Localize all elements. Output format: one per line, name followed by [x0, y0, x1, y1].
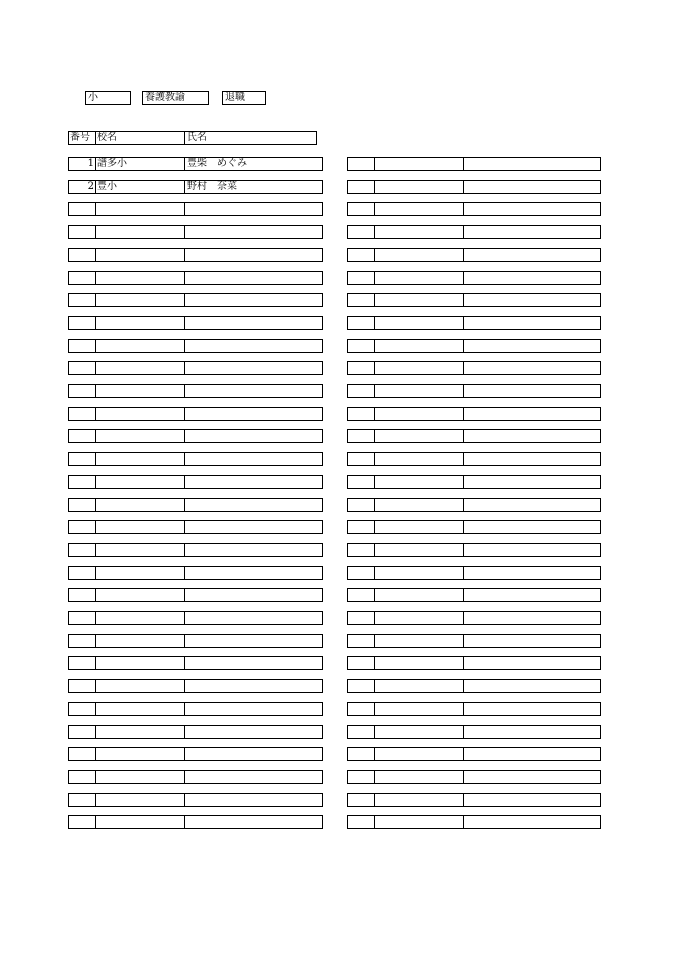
cell-name — [185, 816, 322, 828]
table-row — [347, 543, 601, 557]
cell-school — [375, 521, 464, 533]
cell-name — [185, 567, 322, 579]
table-row — [347, 225, 601, 239]
table-row — [347, 520, 601, 534]
table-row — [347, 747, 601, 761]
cell-name — [464, 680, 600, 692]
cell-school — [375, 385, 464, 397]
cell-school — [375, 249, 464, 261]
cell-number — [69, 476, 96, 488]
table-row — [68, 429, 323, 443]
cell-school — [375, 340, 464, 352]
cell-number — [348, 453, 375, 465]
cell-school — [96, 453, 185, 465]
cell-number — [69, 249, 96, 261]
cell-school — [375, 476, 464, 488]
cell-school — [375, 703, 464, 715]
table-row — [68, 611, 323, 625]
cell-school — [96, 726, 185, 738]
cell-number — [69, 203, 96, 215]
cell-number: 2 — [69, 181, 96, 193]
table-row — [68, 520, 323, 534]
table-row — [347, 316, 601, 330]
cell-school — [96, 317, 185, 329]
cell-number — [348, 726, 375, 738]
cell-number — [69, 657, 96, 669]
cell-number — [348, 158, 375, 170]
position-value: 養護教諭 — [145, 92, 185, 103]
cell-name: 野村 奈菜 — [187, 181, 237, 192]
cell-name — [464, 657, 600, 669]
table-row — [68, 747, 323, 761]
cell-name — [185, 794, 322, 806]
cell-school — [375, 771, 464, 783]
cell-school — [375, 272, 464, 284]
cell-school — [96, 680, 185, 692]
cell-school — [375, 567, 464, 579]
cell-number — [348, 567, 375, 579]
cell-school — [375, 499, 464, 511]
cell-number — [69, 272, 96, 284]
cell-name — [464, 816, 600, 828]
cell-school — [96, 657, 185, 669]
table-row — [347, 815, 601, 829]
cell-name — [185, 499, 322, 511]
cell-name — [464, 589, 600, 601]
cell-number — [69, 408, 96, 420]
table-row — [347, 702, 601, 716]
cell-number — [348, 589, 375, 601]
cell-name — [185, 635, 322, 647]
cell-name — [185, 272, 322, 284]
cell-number — [348, 657, 375, 669]
cell-school — [375, 181, 464, 193]
school-type-value: 小 — [88, 92, 98, 103]
cell-school — [96, 430, 185, 442]
cell-school — [375, 657, 464, 669]
cell-school — [375, 317, 464, 329]
table-row — [347, 271, 601, 285]
table-row — [68, 498, 323, 512]
cell-name — [185, 408, 322, 420]
cell-name — [185, 317, 322, 329]
cell-number — [69, 521, 96, 533]
table-row — [347, 725, 601, 739]
cell-name — [185, 430, 322, 442]
cell-name — [464, 612, 600, 624]
cell-number — [69, 340, 96, 352]
cell-number — [348, 385, 375, 397]
cell-number — [348, 181, 375, 193]
cell-name — [464, 362, 600, 374]
cell-name — [464, 272, 600, 284]
cell-name — [185, 703, 322, 715]
cell-name — [464, 635, 600, 647]
cell-number — [348, 340, 375, 352]
cell-school — [96, 226, 185, 238]
table-row — [347, 656, 601, 670]
header-name: 氏名 — [187, 132, 207, 143]
cell-number — [69, 589, 96, 601]
cell-name — [464, 794, 600, 806]
cell-number — [69, 703, 96, 715]
cell-number — [69, 385, 96, 397]
cell-number — [348, 771, 375, 783]
cell-name — [464, 158, 600, 170]
cell-name — [464, 181, 600, 193]
cell-name — [464, 408, 600, 420]
cell-name — [464, 453, 600, 465]
cell-school — [96, 362, 185, 374]
cell-name — [464, 203, 600, 215]
cell-school — [96, 589, 185, 601]
table-row — [347, 634, 601, 648]
table-row — [68, 157, 323, 171]
table-row — [68, 180, 323, 194]
cell-number — [348, 794, 375, 806]
cell-school — [96, 544, 185, 556]
table-row — [347, 202, 601, 216]
table-row — [68, 588, 323, 602]
cell-school — [375, 794, 464, 806]
cell-name — [185, 385, 322, 397]
cell-number — [348, 635, 375, 647]
cell-name — [185, 544, 322, 556]
table-row — [347, 566, 601, 580]
cell-name — [464, 430, 600, 442]
table-row — [68, 407, 323, 421]
cell-number — [69, 544, 96, 556]
cell-school: 譜多小 — [96, 158, 185, 170]
cell-number — [348, 362, 375, 374]
status-field — [222, 91, 266, 105]
cell-school — [375, 430, 464, 442]
cell-name — [464, 476, 600, 488]
cell-number — [69, 816, 96, 828]
cell-name — [464, 226, 600, 238]
cell-school — [375, 816, 464, 828]
cell-number — [69, 453, 96, 465]
cell-name — [464, 771, 600, 783]
cell-school — [96, 703, 185, 715]
cell-number — [348, 499, 375, 511]
cell-name — [185, 226, 322, 238]
cell-school — [96, 340, 185, 352]
cell-number: 1 — [69, 158, 96, 170]
table-row — [347, 498, 601, 512]
cell-school — [96, 249, 185, 261]
cell-name: 豊柴 めぐみ — [187, 158, 247, 169]
cell-name — [185, 680, 322, 692]
cell-name — [464, 567, 600, 579]
cell-school — [96, 385, 185, 397]
cell-name — [464, 521, 600, 533]
cell-name — [464, 317, 600, 329]
table-row — [68, 361, 323, 375]
table-row — [68, 271, 323, 285]
cell-name — [464, 703, 600, 715]
table-row — [68, 815, 323, 829]
cell-number — [69, 726, 96, 738]
cell-name — [464, 249, 600, 261]
cell-school — [375, 408, 464, 420]
cell-number — [69, 430, 96, 442]
cell-school — [375, 612, 464, 624]
cell-name — [185, 294, 322, 306]
cell-number — [69, 748, 96, 760]
cell-number — [69, 612, 96, 624]
cell-school — [96, 816, 185, 828]
cell-number — [348, 430, 375, 442]
cell-school — [96, 612, 185, 624]
cell-school — [375, 453, 464, 465]
cell-name — [464, 748, 600, 760]
table-row — [347, 588, 601, 602]
cell-number — [348, 294, 375, 306]
cell-number — [348, 680, 375, 692]
cell-school — [96, 294, 185, 306]
cell-name — [185, 589, 322, 601]
cell-school — [375, 226, 464, 238]
cell-name — [185, 521, 322, 533]
cell-school — [96, 272, 185, 284]
table-row — [68, 316, 323, 330]
cell-school — [375, 589, 464, 601]
table-row — [347, 679, 601, 693]
cell-number — [69, 226, 96, 238]
table-row — [68, 225, 323, 239]
cell-number — [348, 272, 375, 284]
table-row — [68, 634, 323, 648]
table-row — [68, 384, 323, 398]
table-row — [347, 248, 601, 262]
position-field — [142, 91, 209, 105]
table-row — [68, 248, 323, 262]
table-row — [347, 339, 601, 353]
cell-school — [375, 294, 464, 306]
table-row — [347, 793, 601, 807]
cell-school — [96, 771, 185, 783]
table-row — [68, 679, 323, 693]
cell-school — [96, 408, 185, 420]
cell-number — [348, 521, 375, 533]
cell-number — [69, 362, 96, 374]
table-row — [347, 384, 601, 398]
table-row — [68, 202, 323, 216]
table-row — [68, 770, 323, 784]
cell-name — [464, 499, 600, 511]
cell-name — [185, 748, 322, 760]
cell-name — [464, 385, 600, 397]
cell-school — [96, 567, 185, 579]
cell-number — [348, 816, 375, 828]
cell-name — [185, 340, 322, 352]
cell-name — [464, 726, 600, 738]
cell-school — [96, 635, 185, 647]
cell-school — [375, 635, 464, 647]
cell-school — [375, 158, 464, 170]
cell-number — [69, 680, 96, 692]
cell-name — [185, 249, 322, 261]
cell-number — [348, 612, 375, 624]
cell-school — [375, 203, 464, 215]
cell-number — [348, 544, 375, 556]
cell-school — [96, 476, 185, 488]
cell-number — [348, 317, 375, 329]
table-row — [68, 793, 323, 807]
cell-number — [348, 249, 375, 261]
table-row — [68, 566, 323, 580]
table-row — [347, 452, 601, 466]
table-row — [68, 452, 323, 466]
status-value: 退職 — [225, 92, 245, 103]
cell-school: 豊小 — [96, 181, 185, 193]
table-row — [68, 702, 323, 716]
cell-number — [348, 748, 375, 760]
table-row — [68, 725, 323, 739]
cell-number — [348, 226, 375, 238]
cell-number — [69, 794, 96, 806]
cell-name — [185, 657, 322, 669]
cell-school — [375, 680, 464, 692]
cell-school — [96, 521, 185, 533]
table-row — [347, 180, 601, 194]
cell-school — [96, 748, 185, 760]
cell-school — [96, 794, 185, 806]
cell-number — [69, 771, 96, 783]
cell-name — [185, 362, 322, 374]
cell-school — [96, 203, 185, 215]
table-row — [68, 656, 323, 670]
cell-number — [348, 476, 375, 488]
header-school: 校名 — [96, 132, 185, 144]
cell-school — [375, 362, 464, 374]
cell-school — [96, 499, 185, 511]
cell-number — [69, 294, 96, 306]
table-row — [347, 157, 601, 171]
cell-number — [69, 499, 96, 511]
cell-number — [69, 317, 96, 329]
cell-number — [348, 203, 375, 215]
cell-number — [69, 567, 96, 579]
cell-number — [348, 408, 375, 420]
table-row — [68, 543, 323, 557]
table-header — [68, 131, 317, 145]
cell-name — [185, 453, 322, 465]
cell-school — [375, 748, 464, 760]
cell-name — [464, 294, 600, 306]
cell-name — [464, 544, 600, 556]
cell-name — [185, 203, 322, 215]
table-row — [347, 407, 601, 421]
school-type-field — [85, 91, 131, 105]
cell-school — [375, 544, 464, 556]
cell-name — [185, 612, 322, 624]
table-row — [347, 361, 601, 375]
cell-number — [348, 703, 375, 715]
table-row — [347, 475, 601, 489]
table-row — [68, 293, 323, 307]
table-row — [68, 475, 323, 489]
table-row — [347, 611, 601, 625]
table-row — [347, 293, 601, 307]
cell-name — [185, 771, 322, 783]
cell-name — [185, 476, 322, 488]
table-row — [347, 429, 601, 443]
cell-name — [185, 726, 322, 738]
table-row — [68, 339, 323, 353]
cell-number — [69, 635, 96, 647]
cell-school — [375, 726, 464, 738]
header-number: 番号 — [69, 132, 96, 144]
cell-name — [464, 340, 600, 352]
table-row — [347, 770, 601, 784]
